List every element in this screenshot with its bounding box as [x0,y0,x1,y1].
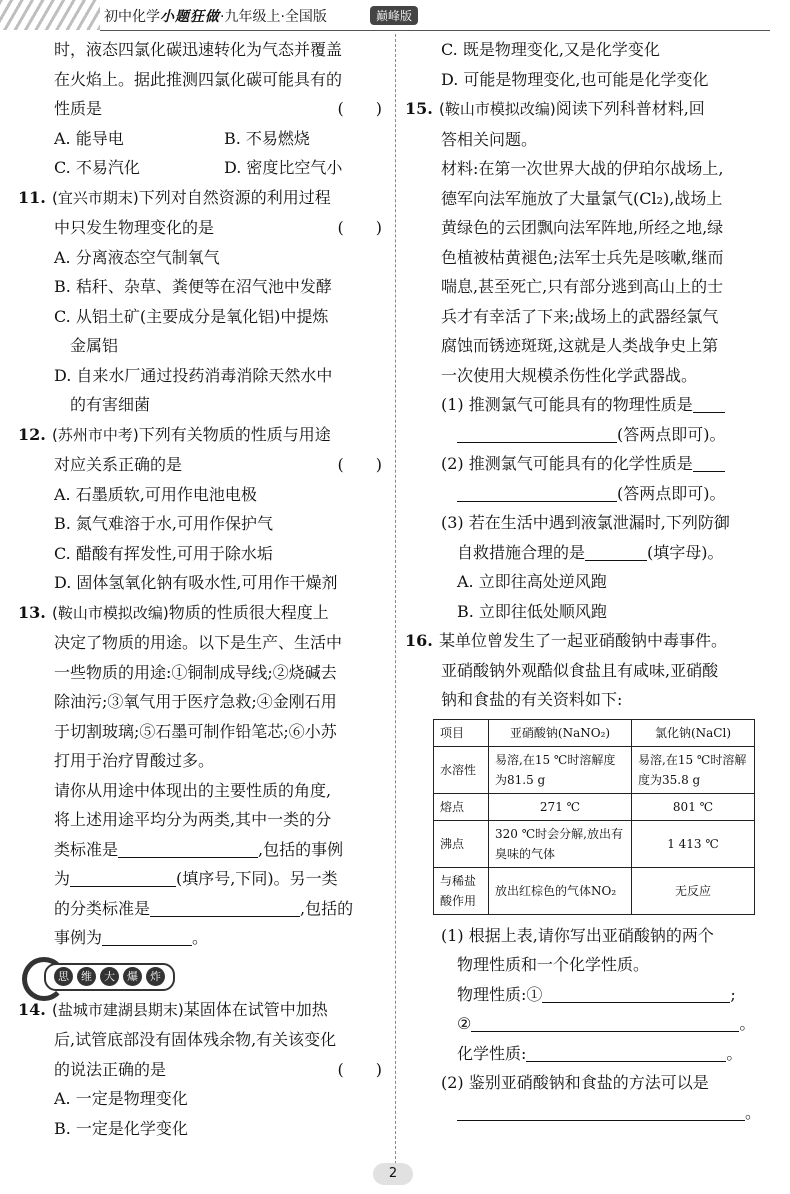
answer-blank[interactable] [457,1102,745,1121]
q15-line: 答相关问题。 [441,129,538,149]
option-b: B. 一定是化学变化 [54,1118,188,1138]
option-a: A. 立即往高处逆风跑 [457,572,607,591]
sub-question-1-cont: (答两点即可)。 [405,420,775,450]
q12-stem-2: 对应关系正确的是 ( ) [18,450,382,480]
q11-stem: 11. (宜兴市期末)下列对自然资源的利用过程 [18,183,382,214]
table-row [434,820,755,867]
q13-line-blank: 的分类标准是 ,包括的 [54,898,354,918]
q14-line: 的说法正确的是 ( ) [18,1055,382,1085]
answer-blank[interactable] [102,927,192,946]
question-10-continuation [18,35,382,183]
question-11 [18,183,382,420]
answer-blank[interactable] [471,1013,739,1032]
option-a: A. 分离液态空气制氧气 [54,247,220,267]
sub-question-2: (2) 推测氯气可能具有的化学性质是 [405,449,775,479]
material-line: 腐蚀而锈迹斑斑,这就是人类战争史上第 [441,336,719,355]
answer-paren[interactable]: ( ) [337,218,382,237]
option-a: A. 石墨质软,可用作电池电极 [54,484,257,504]
left-column [18,35,382,1143]
question-source: (鞍山市模拟改编) [439,100,556,118]
question-source: (鞍山市模拟改编) [52,603,169,622]
option-d: D. 自来水厂通过投药消毒消除天然水中 [54,365,333,385]
table-row [434,793,755,820]
option-b: B. 秸秆、杂草、粪便等在沼气池中发酵 [54,277,332,296]
table-cell: 放出红棕色的气体NO₂ [489,867,632,914]
badge-char: 爆 [123,967,142,986]
table-cell: 与稀盐酸作用 [434,867,489,914]
table-header-cell: 亚硝酸钠(NaNO₂) [489,719,632,746]
option-b: B. 不易燃烧 [224,128,310,148]
sub-question-2-cont: 。 [405,1098,775,1128]
question-source: (苏州市中考) [52,425,139,444]
q13-line: 决定了物质的用途。以下是生产、生活中 [54,633,343,652]
q13-line-blank: 事例为 。 [54,928,209,947]
physical-property-line-1: 物理性质:① ; [457,984,736,1004]
option-a: A. 一定是物理变化 [54,1089,188,1108]
page-header [0,0,790,34]
table-header-cell: 项目 [434,719,489,746]
option-d: D. 固体氢氧化钠有吸水性,可用作干燥剂 [54,573,338,592]
table-row [434,746,755,793]
q11-stem-2: 中只发生物理变化的是 ( ) [18,213,382,243]
question-number: 13. [18,602,46,622]
page-number: 2 [373,1163,413,1185]
sub-question-1: (1) 推测氯气可能具有的物理性质是 [405,390,775,420]
answer-paren[interactable]: ( ) [337,99,382,118]
section-badge-label [44,963,175,991]
question-number: 14. [18,999,46,1019]
sub-question-1-cont: 物理性质和一个化学性质。 [457,955,650,974]
answer-blank[interactable] [457,424,617,443]
answer-blank[interactable] [457,483,617,502]
material-line: 材料:在第一次世界大战的伊珀尔战场上, [441,159,724,178]
q16-line: 亚硝酸钠外观酷似食盐且有咸味,亚硝酸 [441,660,719,680]
series-suffix: ·九年级上·全国版 [220,9,327,25]
option-c: C. 醋酸有挥发性,可用于除水垢 [54,543,273,563]
table-cell: 易溶,在15 ℃时溶解度为35.8 g [632,746,755,793]
q13-line: 一些物质的用途:①铜制成导线;②烧碱去 [54,662,337,682]
table-cell: 熔点 [434,793,489,820]
table-cell: 271 ℃ [489,793,632,820]
sub-question-3-cont: 自救措施合理的是 (填字母)。 [457,542,724,562]
option-d-cont: 的有害细菌 [70,395,151,414]
answer-blank[interactable] [150,898,300,917]
series-title [104,6,327,26]
answer-paren[interactable]: ( ) [337,455,382,474]
sub-question-3: (3) 若在生活中遇到液氯泄漏时,下列防御 [441,513,730,532]
answer-blank[interactable] [542,984,730,1003]
question-14 [18,995,382,1144]
header-stripe-decoration [0,0,100,30]
table-cell: 沸点 [434,820,489,867]
table-cell: 1 413 ℃ [632,820,755,867]
right-column [405,35,775,1127]
question-15 [405,94,775,626]
series-prefix: 初中化学 [104,9,160,25]
option-c-cont: 金属铝 [70,336,119,355]
material-line: 色植被枯黄褪色;法军士兵先是咳嗽,继而 [441,247,724,267]
q14-line: 后,试管底部没有固体残余物,有关该变化 [54,1030,337,1049]
badge-char: 大 [100,967,119,986]
q13-line: 除油污;③氧气用于医疗急救;④金刚石用 [54,692,337,711]
edition-badge: 巅峰版 [370,6,418,25]
sub-question-1: (1) 根据上表,请你写出亚硝酸钠的两个 [441,925,714,945]
q13-line: 请你从用途中体现出的主要性质的角度, [54,780,332,800]
table-header-row [434,719,755,746]
sub-question-2: (2) 鉴别亚硝酸钠和食盐的方法可以是 [441,1073,709,1092]
q10-options-row [18,124,382,154]
badge-char: 思 [54,967,73,986]
answer-blank[interactable] [693,394,725,413]
answer-blank[interactable] [70,868,176,887]
table-cell: 易溶,在15 ℃时溶解度为81.5 g [489,746,632,793]
table-cell: 无反应 [632,867,755,914]
property-table [433,719,755,915]
option-a: A. 能导电 [54,128,124,148]
question-number: 16. [405,631,433,650]
option-d: D. 密度比空气小 [224,158,343,177]
answer-blank[interactable] [526,1043,726,1062]
section-badge [18,953,382,995]
table-row [434,867,755,914]
option-c: C. 不易汽化 [54,158,140,177]
answer-paren[interactable]: ( ) [337,1059,382,1079]
series-brand-logo: 小题狂做 [160,9,220,25]
question-number: 15. [405,99,433,118]
q14-stem: 14. (盐城市建湖县期末)某固体在试管中加热 [18,995,382,1026]
q13-stem: 13. (鞍山市模拟改编)物质的性质很大程度上 [18,598,382,629]
q13-line-blank: 类标准是 ,包括的事例 [54,839,344,859]
column-divider [395,34,396,1164]
table-cell: 801 ℃ [632,793,755,820]
sub-question-2-cont: (答两点即可)。 [405,479,775,509]
question-source: (盐城市建湖县期末) [52,1000,184,1019]
material-line: 黄绿色的云团飘向法军阵地,所经之地,绿 [441,218,724,237]
q13-line: 将上述用途平均分为两类,其中一类的分 [54,810,332,829]
q13-line: 于切割玻璃;⑤石墨可制作铅笔芯;⑥小苏 [54,721,337,741]
question-13 [18,598,382,953]
q16-line: 钠和食盐的有关资料如下: [441,690,623,709]
material-line: 兵才有幸活了下来;战场上的武器经氯气 [441,306,719,326]
table-cell: 320 ℃时会分解,放出有臭味的气体 [489,820,632,867]
answer-blank[interactable] [693,453,725,472]
badge-char: 炸 [146,967,165,986]
chemical-property-line: 化学性质: 。 [457,1043,743,1063]
question-12 [18,420,382,598]
table-header-cell: 氯化钠(NaCl) [632,719,755,746]
question-number: 11. [18,187,46,207]
q13-line-blank: 为 (填序号,下同)。另一类 [54,869,338,888]
question-source: (宜兴市期末) [52,188,139,207]
badge-char: 维 [77,967,96,986]
q10-options-row [18,153,382,183]
option-d: D. 可能是物理变化,也可能是化学变化 [441,69,709,89]
option-b: B. 立即往低处顺风跑 [457,601,607,621]
material-line: 德军向法军施放了大量氯气(Cl₂),战场上 [441,188,723,208]
material-line: 一次使用大规模杀伤性化学武器战。 [441,365,698,385]
material-line: 喘息,甚至死亡,只有部分逃到高山上的士 [441,277,724,296]
physical-property-line-2: ② 。 [457,1014,756,1033]
header-rule [100,30,770,31]
table-cell: 水溶性 [434,746,489,793]
answer-blank[interactable] [118,839,258,858]
question-number: 12. [18,424,46,444]
answer-blank[interactable] [585,542,647,561]
q10-line: 在火焰上。据此推测四氯化碳可能具有的 [54,69,343,89]
q15-stem: 15. (鞍山市模拟改编)阅读下列科普材料,回 [405,94,775,125]
q13-line: 打用于治疗胃酸过多。 [54,751,215,770]
q16-stem: 16. 某单位曾发生了一起亚硝酸钠中毒事件。 [405,626,775,656]
q10-line: 性质是 ( ) [18,94,382,124]
option-b: B. 氮气难溶于水,可用作保护气 [54,514,274,533]
option-c: C. 既是物理变化,又是化学变化 [441,40,660,59]
q12-stem: 12. (苏州市中考)下列有关物质的性质与用途 [18,420,382,451]
q10-line: 时，液态四氯化碳迅速转化为气态并覆盖 [54,40,343,59]
option-c: C. 从铝土矿(主要成分是氧化铝)中提炼 [54,306,329,326]
question-16 [405,626,775,1127]
